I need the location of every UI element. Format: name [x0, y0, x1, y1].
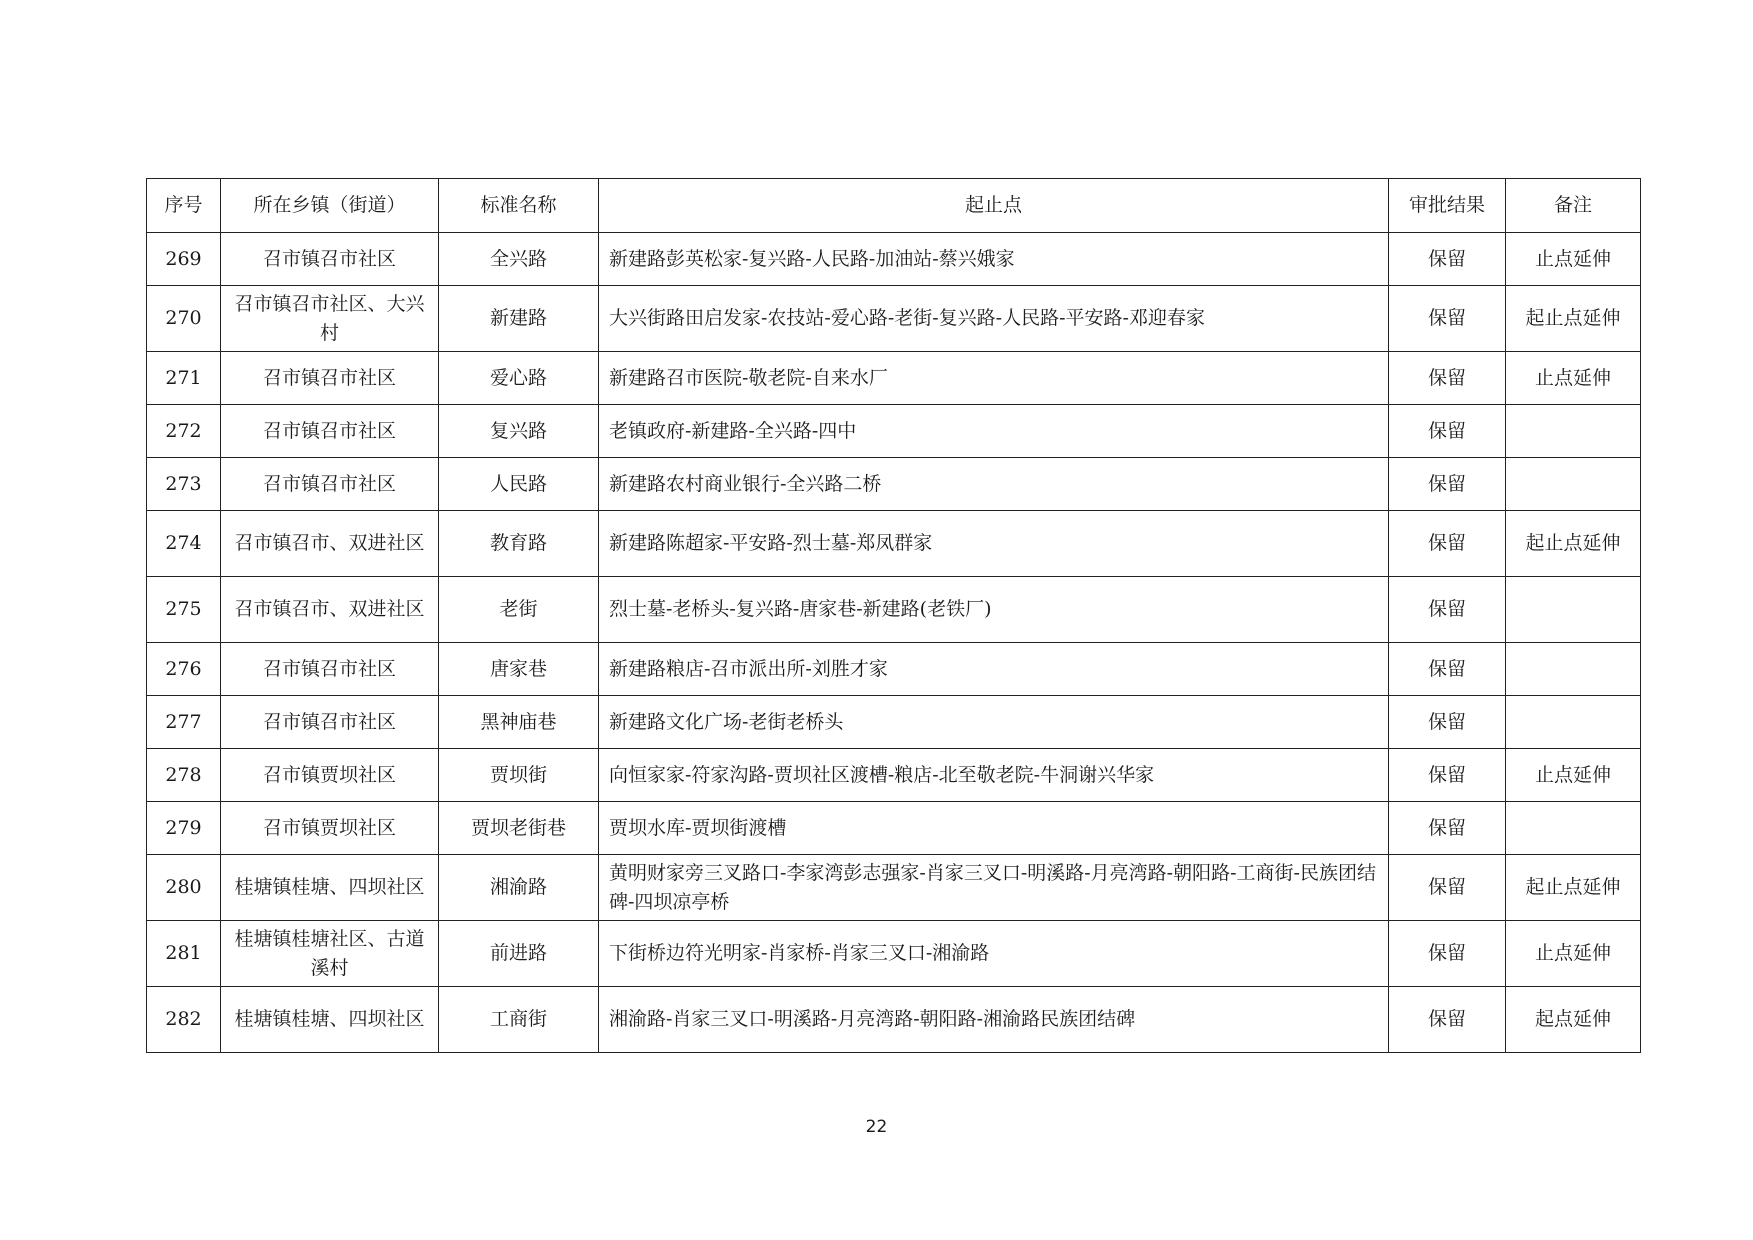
cell-remarks [1506, 696, 1641, 749]
header-route: 起止点 [599, 179, 1389, 233]
cell-route: 老镇政府-新建路-全兴路-四中 [599, 405, 1389, 458]
cell-route: 黄明财家旁三叉路口-李家湾彭志强家-肖家三叉口-明溪路-月亮湾路-朝阳路-工商街-民族团结碑-四坝凉亭桥 [599, 855, 1389, 921]
cell-serial-number: 275 [147, 577, 221, 643]
road-name-table [146, 178, 1641, 1053]
table-row [147, 987, 1641, 1053]
cell-remarks: 起止点延伸 [1506, 855, 1641, 921]
table-row [147, 749, 1641, 802]
cell-serial-number: 271 [147, 352, 221, 405]
cell-town: 召市镇召市社区、大兴村 [221, 286, 439, 352]
cell-remarks [1506, 577, 1641, 643]
cell-town: 召市镇召市、双进社区 [221, 577, 439, 643]
table-row [147, 802, 1641, 855]
cell-route: 新建路陈超家-平安路-烈士墓-郑凤群家 [599, 511, 1389, 577]
header-town: 所在乡镇（街道） [221, 179, 439, 233]
cell-standard-name: 全兴路 [439, 233, 599, 286]
cell-serial-number: 280 [147, 855, 221, 921]
cell-route: 大兴街路田启发家-农技站-爱心路-老街-复兴路-人民路-平安路-邓迎春家 [599, 286, 1389, 352]
cell-remarks [1506, 802, 1641, 855]
cell-approval-result: 保留 [1389, 643, 1506, 696]
cell-serial-number: 279 [147, 802, 221, 855]
cell-serial-number: 269 [147, 233, 221, 286]
cell-town: 桂塘镇桂塘社区、古道溪村 [221, 921, 439, 987]
cell-serial-number: 278 [147, 749, 221, 802]
cell-town: 召市镇召市社区 [221, 233, 439, 286]
cell-remarks: 起止点延伸 [1506, 286, 1641, 352]
cell-route: 贾坝水库-贾坝街渡槽 [599, 802, 1389, 855]
table-row [147, 511, 1641, 577]
cell-town: 桂塘镇桂塘、四坝社区 [221, 987, 439, 1053]
cell-town: 召市镇召市社区 [221, 405, 439, 458]
cell-approval-result: 保留 [1389, 405, 1506, 458]
header-standard-name: 标准名称 [439, 179, 599, 233]
cell-standard-name: 黑神庙巷 [439, 696, 599, 749]
cell-route: 新建路农村商业银行-全兴路二桥 [599, 458, 1389, 511]
cell-remarks: 止点延伸 [1506, 233, 1641, 286]
table-row [147, 458, 1641, 511]
cell-remarks: 起点延伸 [1506, 987, 1641, 1053]
cell-serial-number: 270 [147, 286, 221, 352]
cell-route: 新建路彭英松家-复兴路-人民路-加油站-蔡兴娥家 [599, 233, 1389, 286]
cell-serial-number: 281 [147, 921, 221, 987]
cell-route: 新建路召市医院-敬老院-自来水厂 [599, 352, 1389, 405]
cell-town: 召市镇贾坝社区 [221, 749, 439, 802]
cell-standard-name: 老街 [439, 577, 599, 643]
cell-approval-result: 保留 [1389, 233, 1506, 286]
cell-serial-number: 272 [147, 405, 221, 458]
cell-serial-number: 273 [147, 458, 221, 511]
cell-standard-name: 教育路 [439, 511, 599, 577]
cell-town: 召市镇召市社区 [221, 643, 439, 696]
cell-serial-number: 276 [147, 643, 221, 696]
table-row [147, 643, 1641, 696]
cell-remarks: 止点延伸 [1506, 749, 1641, 802]
cell-approval-result: 保留 [1389, 286, 1506, 352]
table-row [147, 352, 1641, 405]
table-row [147, 577, 1641, 643]
cell-standard-name: 贾坝街 [439, 749, 599, 802]
header-approval-result: 审批结果 [1389, 179, 1506, 233]
header-remarks: 备注 [1506, 179, 1641, 233]
cell-approval-result: 保留 [1389, 696, 1506, 749]
cell-approval-result: 保留 [1389, 577, 1506, 643]
cell-standard-name: 湘渝路 [439, 855, 599, 921]
cell-standard-name: 复兴路 [439, 405, 599, 458]
cell-standard-name: 前进路 [439, 921, 599, 987]
table-row [147, 286, 1641, 352]
cell-remarks: 起止点延伸 [1506, 511, 1641, 577]
cell-approval-result: 保留 [1389, 921, 1506, 987]
header-serial-number: 序号 [147, 179, 221, 233]
cell-route: 新建路粮店-召市派出所-刘胜才家 [599, 643, 1389, 696]
cell-standard-name: 爱心路 [439, 352, 599, 405]
cell-remarks [1506, 458, 1641, 511]
cell-town: 召市镇召市社区 [221, 458, 439, 511]
cell-approval-result: 保留 [1389, 458, 1506, 511]
table-row [147, 405, 1641, 458]
cell-standard-name: 工商街 [439, 987, 599, 1053]
cell-town: 召市镇召市社区 [221, 352, 439, 405]
cell-route: 烈士墓-老桥头-复兴路-唐家巷-新建路(老铁厂) [599, 577, 1389, 643]
cell-remarks [1506, 405, 1641, 458]
cell-town: 召市镇召市、双进社区 [221, 511, 439, 577]
table-row [147, 696, 1641, 749]
table-row [147, 233, 1641, 286]
cell-serial-number: 274 [147, 511, 221, 577]
table-row [147, 921, 1641, 987]
cell-standard-name: 贾坝老街巷 [439, 802, 599, 855]
cell-remarks: 止点延伸 [1506, 921, 1641, 987]
cell-standard-name: 新建路 [439, 286, 599, 352]
cell-route: 向恒家家-符家沟路-贾坝社区渡槽-粮店-北至敬老院-牛洞谢兴华家 [599, 749, 1389, 802]
cell-town: 召市镇贾坝社区 [221, 802, 439, 855]
table-row [147, 855, 1641, 921]
cell-route: 湘渝路-肖家三叉口-明溪路-月亮湾路-朝阳路-湘渝路民族团结碑 [599, 987, 1389, 1053]
cell-standard-name: 人民路 [439, 458, 599, 511]
cell-town: 召市镇召市社区 [221, 696, 439, 749]
cell-serial-number: 277 [147, 696, 221, 749]
page-number: 22 [865, 1117, 888, 1137]
cell-approval-result: 保留 [1389, 855, 1506, 921]
cell-route: 新建路文化广场-老街老桥头 [599, 696, 1389, 749]
cell-town: 桂塘镇桂塘、四坝社区 [221, 855, 439, 921]
cell-remarks: 止点延伸 [1506, 352, 1641, 405]
cell-route: 下街桥边符光明家-肖家桥-肖家三叉口-湘渝路 [599, 921, 1389, 987]
cell-approval-result: 保留 [1389, 987, 1506, 1053]
cell-approval-result: 保留 [1389, 749, 1506, 802]
cell-standard-name: 唐家巷 [439, 643, 599, 696]
cell-approval-result: 保留 [1389, 511, 1506, 577]
cell-approval-result: 保留 [1389, 352, 1506, 405]
table-header-row [147, 179, 1641, 233]
cell-approval-result: 保留 [1389, 802, 1506, 855]
cell-remarks [1506, 643, 1641, 696]
cell-serial-number: 282 [147, 987, 221, 1053]
